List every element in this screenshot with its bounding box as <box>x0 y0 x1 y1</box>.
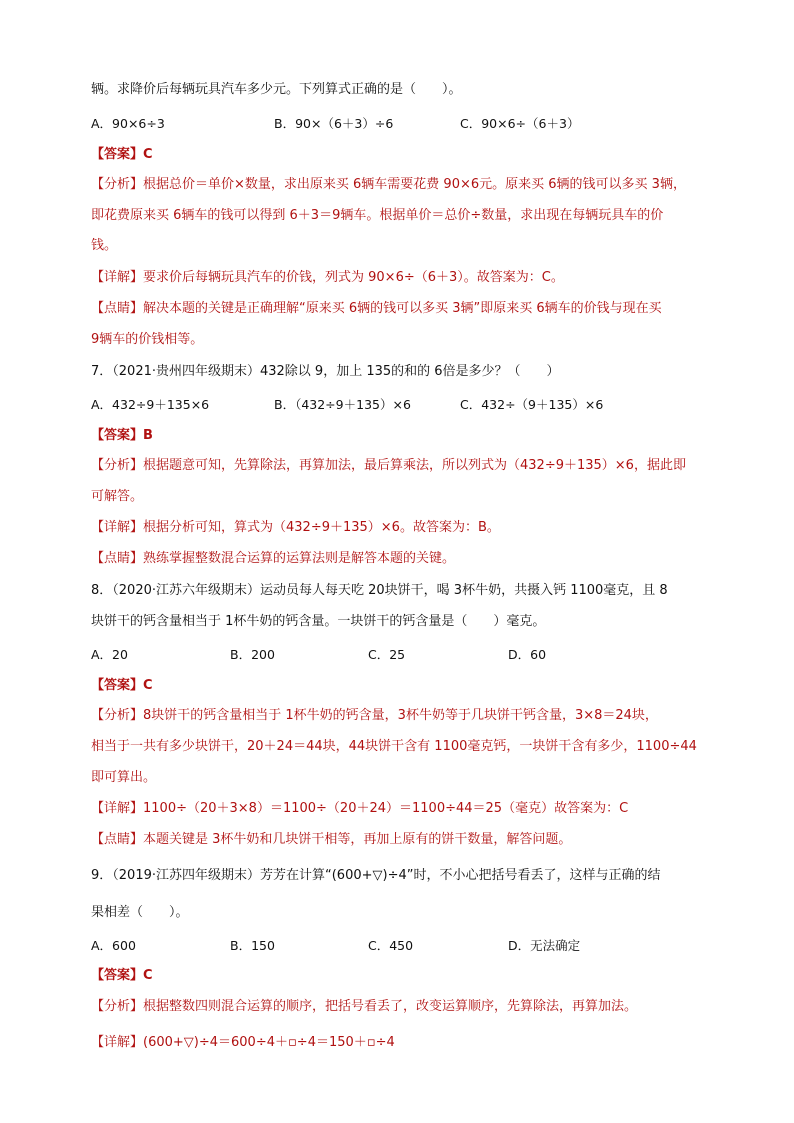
q9-stem-line-1: 9．（2019·江苏四年级期末）芳芳在计算“(600+▽)÷4”时，不小心把括号看丢了，这样与正确的结 <box>91 868 661 883</box>
q8-option-d: D．60 <box>508 647 547 662</box>
q7-answer <box>91 426 153 446</box>
q8-stem-line-2: 块饼干的钙含量相当于 1杯牛奶的钙含量。一块饼干的钙含量是（ ）毫克。 <box>91 614 546 629</box>
q6-analysis-line-3: 钱。 <box>91 238 118 253</box>
answer-value: C <box>143 968 153 983</box>
q6-option-b: B．90×（6＋3）÷6 <box>274 116 394 131</box>
q6-option-a: A．90×6÷3 <box>91 116 165 131</box>
q6-analysis-line-2: 即花费原来买 6辆车的钱可以得到 6＋3＝9辆车。根据单价＝总价÷数量，求出现在每辆玩具车的价 <box>91 208 664 223</box>
q9-option-a: A．600 <box>91 938 136 953</box>
q7-stem: 7．（2021·贵州四年级期末）432除以 9，加上 135的和的 6倍是多少？（ ） <box>91 364 560 379</box>
q8-point: 【点睛】本题关键是 3杯牛奶和几块饼干相等，再加上原有的饼干数量，解答问题。 <box>91 832 572 847</box>
q8-analysis-line-3: 即可算出。 <box>91 770 157 785</box>
q6-option-c: C．90×6÷（6＋3） <box>460 116 580 131</box>
q9-detail: 【详解】(600+▽)÷4＝600÷4＋▫÷4＝150＋▫÷4 <box>91 1035 395 1050</box>
q9-analysis: 【分析】根据整数四则混合运算的顺序，把括号看丢了，改变运算顺序，先算除法，再算加法。 <box>91 999 638 1014</box>
answer-tag: 【答案】 <box>91 147 144 162</box>
q8-option-b: B．200 <box>230 647 275 662</box>
q6-point-line-1: 【点睛】解决本题的关键是正确理解“原来买 6辆的钱可以多买 3辆”即原来买 6辆车的价钱与现在买 <box>91 301 662 316</box>
answer-value: C <box>143 678 153 693</box>
q8-answer <box>91 676 153 696</box>
q8-option-a: A．20 <box>91 647 128 662</box>
q9-option-b: B．150 <box>230 938 275 953</box>
q6-answer <box>91 145 153 165</box>
q6-detail: 【详解】要求价后每辆玩具汽车的价钱，列式为 90×6÷（6＋3）。故答案为：C。 <box>91 270 564 285</box>
q9-option-c: C．450 <box>368 938 414 953</box>
q7-option-c: C．432÷（9＋135）×6 <box>460 397 604 412</box>
answer-tag: 【答案】 <box>91 428 144 443</box>
q7-point: 【点睛】熟练掌握整数混合运算的运算法则是解答本题的关键。 <box>91 551 456 566</box>
answer-value: C <box>143 147 153 162</box>
q8-analysis-line-2: 相当于一共有多少块饼干，20＋24＝44块，44块饼干含有 1100毫克钙，一块饼干含有多少，1100÷44 <box>91 739 697 754</box>
q7-analysis-line-1: 【分析】根据题意可知，先算除法，再算加法，最后算乘法，所以列式为（432÷9＋135）×6，据此即 <box>91 458 686 473</box>
q6-point-line-2: 9辆车的价钱相等。 <box>91 332 204 347</box>
q9-answer <box>91 966 153 986</box>
q8-analysis-line-1: 【分析】8块饼干的钙含量相当于 1杯牛奶的钙含量，3杯牛奶等于几块饼干钙含量，3×8＝24块， <box>91 708 658 723</box>
q9-option-d: D．无法确定 <box>508 938 581 953</box>
q8-option-c: C．25 <box>368 647 406 662</box>
q8-stem-line-1: 8．（2020·江苏六年级期末）运动员每人每天吃 20块饼干，喝 3杯牛奶，共摄入钙 1100毫克，且 8 <box>91 583 668 598</box>
answer-value: B <box>143 428 153 443</box>
q7-analysis-line-2: 可解答。 <box>91 489 144 504</box>
q7-detail: 【详解】根据分析可知，算式为（432÷9＋135）×6。故答案为：B。 <box>91 520 500 535</box>
answer-tag: 【答案】 <box>91 678 144 693</box>
q7-option-a: A．432÷9＋135×6 <box>91 397 210 412</box>
q6-stem-tail: 辆。求降价后每辆玩具汽车多少元。下列算式正确的是（ ）。 <box>91 82 462 97</box>
q6-analysis-line-1: 【分析】根据总价＝单价×数量，求出原来买 6辆车需要花费 90×6元。原来买 6辆的钱可以多买 3辆， <box>91 177 686 192</box>
answer-tag: 【答案】 <box>91 968 144 983</box>
q8-detail: 【详解】1100÷（20＋3×8）＝1100÷（20＋24）＝1100÷44＝25（毫克）故答案为：C <box>91 801 629 816</box>
q9-stem-line-2: 果相差（ ）。 <box>91 905 189 920</box>
q7-option-b: B．（432÷9＋135）×6 <box>274 397 411 412</box>
